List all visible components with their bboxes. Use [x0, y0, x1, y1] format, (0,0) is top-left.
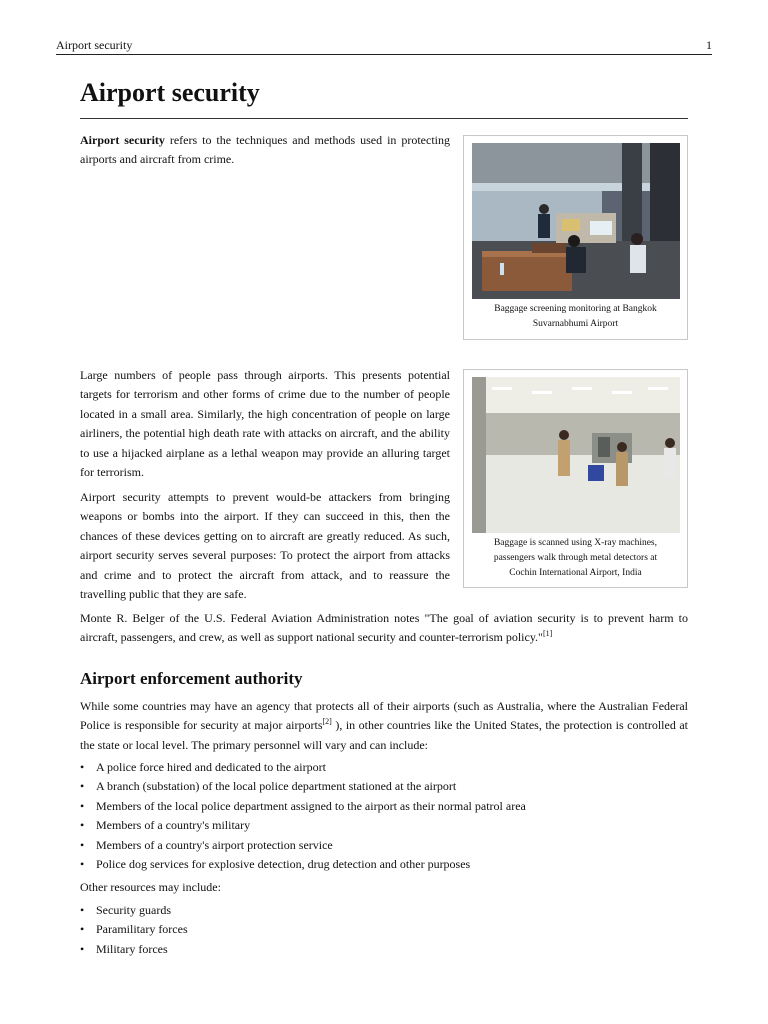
- list-item: • Members of the local police department assigned to the airport as their normal patrol area: [80, 798, 526, 813]
- paragraph-purposes: Airport security attempts to prevent would-be attackers from bringing weapons or bombs into the airport. If they can succeed in this, then the chances of these devices getting on to aircraft are greatly reduced. As such, airport security serves several purposes: To protect the airport from attacks and crime and to protect the aircraft from attack, and to reassure the travelling public that they are safe.: [80, 490, 450, 602]
- list-item: • Military forces: [80, 941, 168, 956]
- other-resources-intro: Other resources may include:: [80, 880, 221, 894]
- paragraph-belger: Monte R. Belger of the U.S. Federal Aviation Administration notes "The goal of aviation security is to prevent harm to aircraft, passengers, and crew, as well as support national security and counter-terrorism policy."[1]: [80, 611, 688, 645]
- page-number: 1: [706, 38, 712, 52]
- figure-bangkok: [463, 135, 688, 340]
- section-heading: Airport enforcement authority: [80, 669, 303, 688]
- list-item: • Members of a country's military: [80, 818, 251, 833]
- header-title: Airport security: [56, 38, 133, 52]
- page-header: [56, 38, 712, 55]
- intro-bold-term: Airport security: [80, 133, 165, 147]
- other-resources-list: [80, 901, 188, 959]
- list-item: • A police force hired and dedicated to the airport: [80, 760, 326, 774]
- list-item: • Paramilitary forces: [80, 922, 188, 937]
- personnel-list: [80, 758, 526, 874]
- reference-link-2[interactable]: [2]: [322, 717, 332, 727]
- figure-cochin: [463, 369, 688, 588]
- list-item: • A branch (substation) of the local police department stationed at the airport: [80, 779, 457, 794]
- article-title: Airport security: [80, 78, 260, 107]
- intro-paragraph: [80, 131, 450, 170]
- paragraph-enforcement: While some countries may have an agency that protects all of their airports (such as Australia, where the Australian Federal Police is responsible for security at major airports[2] ), in other countries like the United States, the protection is controlled at the state or local level. The primary personnel will vary and can include:: [80, 699, 688, 752]
- list-item: • Police dog services for explosive detection, drug detection and other purposes: [80, 856, 471, 871]
- intro-rest: refers to the techniques and methods used in protecting airports and aircraft from crime.: [80, 133, 450, 167]
- list-item: • Security guards: [80, 903, 171, 917]
- figure-bangkok-caption: Baggage screening monitoring at Bangkok Suvarnabhumi Airport: [494, 304, 657, 329]
- title-rule: [80, 118, 688, 119]
- bangkok-screening-photo: [472, 143, 680, 299]
- list-item: • Members of a country's airport protection service: [80, 837, 333, 852]
- cochin-screening-photo: [472, 377, 680, 533]
- paragraph-targets: Large numbers of people pass through airports. This presents potential targets for terrorism and other forms of crime due to the number of people located in a small area. Similarly, the high concentration of people on large airliners, the potential high death rate with attacks on aircraft, and the ability to use a hijacked airplane as a lethal weapon may provide an alluring target for terrorism.: [80, 368, 450, 480]
- figure-cochin-caption: Baggage is scanned using X-ray machines, passengers walk through metal detectors at Cochin International Airport, India: [493, 538, 658, 578]
- reference-link-1[interactable]: [1]: [542, 629, 553, 639]
